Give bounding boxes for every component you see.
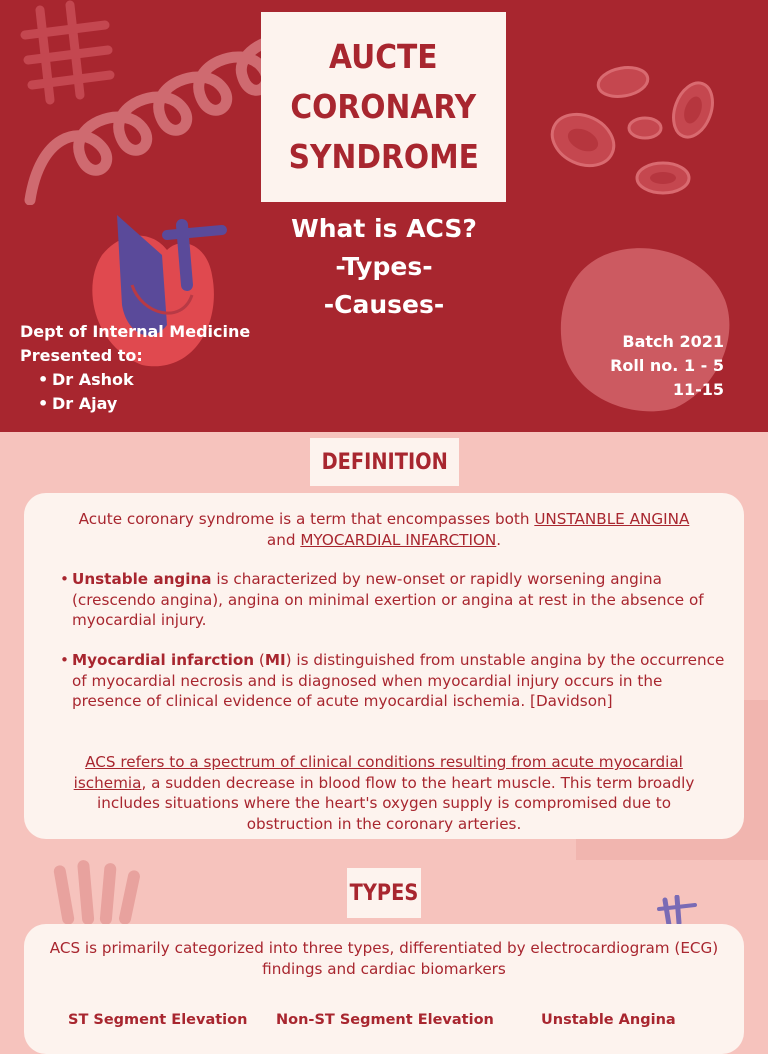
presented-label: Presented to: (20, 346, 143, 365)
roll-numbers-2: 11-15 (672, 380, 724, 399)
hero-banner (0, 0, 768, 432)
definition-intro: Acute coronary syndrome is a term that encompasses both UNSTANBLE ANGINA and MYOCARDIAL INFARCTION. (78, 510, 690, 549)
types-heading: TYPES (347, 868, 421, 918)
title-box (261, 12, 506, 202)
topic-causes: -Causes- (323, 290, 445, 319)
department-name: Dept of Internal Medicine (20, 322, 251, 341)
type-stemi: ST Segment Elevation (68, 1012, 248, 1028)
type-unstable-angina: Unstable Angina (541, 1012, 676, 1028)
definition-heading: DEFINITION (310, 438, 459, 486)
myocardial-infarction-link[interactable]: MYOCARDIAL INFARCTION (300, 530, 497, 549)
title-line-2: CORONARY (290, 87, 477, 126)
unstable-angina-term: Unstable angina (72, 570, 212, 588)
roll-numbers: Roll no. 1 - 5 (610, 356, 724, 375)
definition-card (24, 493, 744, 839)
batch-info (610, 330, 724, 402)
hand-icon (40, 855, 150, 935)
batch-label: Batch 2021 (622, 332, 724, 351)
unstable-angina-bullet: • Unstable angina is characterized by new-onset or rapidly worsening angina (crescendo angina), angina on minimal exertion or angina at rest in the absence of myocardial injury. (60, 569, 727, 631)
acs-summary: ACS refers to a spectrum of clinical conditions resulting from acute myocardial ischemia, a sudden decrease in blood flow to the heart muscle. This term broadly includes situations where the heart's oxygen supply is compromised due to obstruction in the coronary arteries. (73, 753, 695, 833)
presenter-list (20, 368, 250, 416)
topic-what-is: What is ACS? (291, 214, 477, 243)
topics-list (234, 210, 534, 324)
presenter-item: • Dr Ashok (52, 368, 250, 392)
topic-types: -Types- (335, 252, 433, 281)
types-intro: ACS is primarily categorized into three types, differentiated by electrocardiogram (ECG) findings and cardiac biomarkers (49, 939, 719, 978)
department-info (20, 320, 250, 416)
type-nstemi: Non-ST Segment Elevation (276, 1012, 494, 1028)
presenter-item: • Dr Ajay (52, 392, 250, 416)
title-line-1: AUCTE (329, 37, 438, 76)
blood-cells-icon (545, 60, 735, 210)
types-card (24, 924, 744, 1054)
unstable-angina-link[interactable]: UNSTANBLE ANGINA (534, 510, 690, 528)
acs-spectrum-link[interactable]: ACS refers to a spectrum of clinical conditions resulting from acute myocardial ischemia (73, 753, 683, 792)
mi-term: Myocardial infarction (72, 651, 255, 669)
title-line-3: SYNDROME (288, 137, 479, 176)
myocardial-infarction-bullet: • Myocardial infarction (MI) is distinguished from unstable angina by the occurrence of myocardial necrosis and is diagnosed when myocardial injury occurs in the presence of clinical evidence of acute myocardial ischemia. [Davidson] (60, 650, 727, 712)
